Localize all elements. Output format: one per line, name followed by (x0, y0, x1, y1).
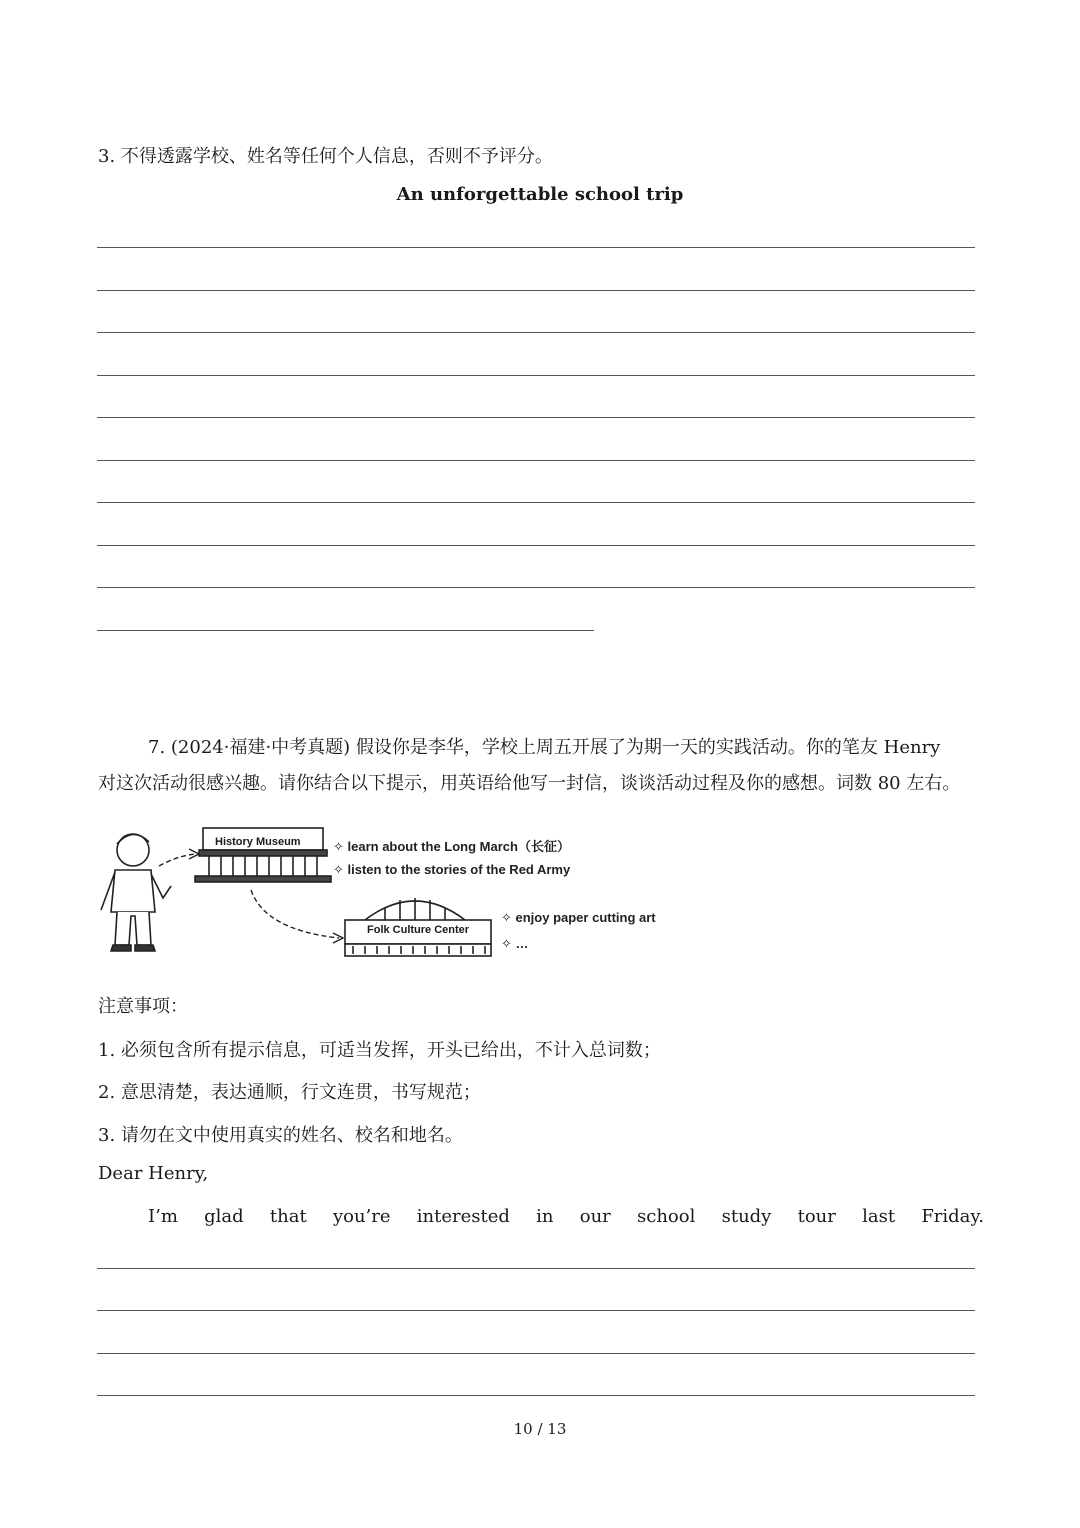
note-no-personal-info: 3. 不得透露学校、姓名等任何个人信息，否则不予评分。 (98, 146, 553, 167)
opening-word: interested (416, 1206, 510, 1227)
letter-opening-sentence (148, 1206, 984, 1227)
essay-title: An unforgettable school trip (396, 184, 684, 205)
writing-line (97, 545, 975, 546)
notes-item-3: 3. 请勿在文中使用真实的姓名、校名和地名。 (98, 1125, 463, 1146)
letter-greeting: Dear Henry, (98, 1163, 209, 1184)
center-hint-paper-cutting: ✧ enjoy paper cutting art (501, 910, 656, 925)
writing-line (97, 375, 975, 376)
page-number: 10 / 13 (513, 1420, 567, 1438)
boy-figure (101, 834, 171, 951)
opening-word: glad (204, 1206, 244, 1227)
notes-item-2: 2. 意思清楚，表达通顺，行文连贯，书写规范； (98, 1082, 481, 1103)
writing-line (97, 587, 975, 588)
opening-word: last (862, 1206, 896, 1227)
opening-word: you’re (332, 1206, 391, 1227)
notes-heading: 注意事项： (98, 996, 188, 1017)
writing-line (97, 247, 975, 248)
arrow-to-center (251, 890, 339, 938)
writing-line (97, 1268, 975, 1269)
museum-hint-long-march: ✧ learn about the Long March（长征） (333, 839, 570, 854)
opening-word: our (579, 1206, 611, 1227)
writing-line (97, 290, 975, 291)
center-hint-more: ✧ … (501, 936, 529, 951)
arrow-to-museum (159, 854, 195, 866)
notes-item-1: 1. 必须包含所有提示信息，可适当发挥，开头已给出，不计入总词数； (98, 1040, 661, 1061)
writing-line (97, 502, 975, 503)
opening-word: Friday. (921, 1206, 984, 1227)
writing-line (97, 1353, 975, 1354)
writing-line-short (97, 630, 594, 631)
illustration (95, 820, 695, 970)
opening-word: that (269, 1206, 307, 1227)
question7-line2: 对这次活动很感兴趣。请你结合以下提示，用英语给他写一封信，谈谈活动过程及你的感想。词数 80 左右。 (98, 773, 961, 794)
museum-hint-red-army: ✧ listen to the stories of the Red Army (333, 862, 571, 877)
writing-line (97, 1310, 975, 1311)
writing-line (97, 460, 975, 461)
folk-culture-center-label: Folk Culture Center (367, 924, 470, 936)
writing-line (97, 332, 975, 333)
opening-word: in (536, 1206, 554, 1227)
writing-line (97, 417, 975, 418)
opening-word: study (721, 1206, 772, 1227)
question7-line1: 7. (2024·福建·中考真题) 假设你是李华，学校上周五开展了为期一天的实践活动。你的笔友 Henry (148, 737, 941, 758)
opening-word: tour (797, 1206, 836, 1227)
opening-word: I’m (148, 1206, 178, 1227)
writing-line (97, 1395, 975, 1396)
opening-word: school (637, 1206, 696, 1227)
history-museum-label: History Museum (215, 836, 301, 848)
